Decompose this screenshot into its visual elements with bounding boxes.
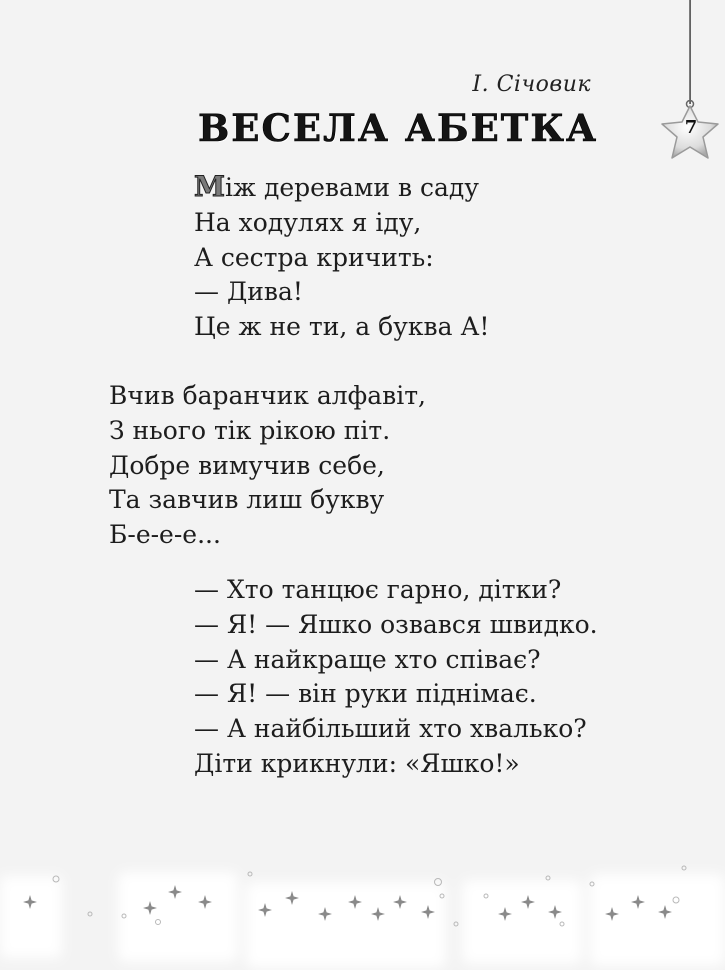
poem-line: На ходулях я іду,	[194, 207, 422, 237]
stanza-3	[194, 573, 598, 782]
poem-title: ВЕСЕЛА АБЕТКА	[198, 106, 599, 150]
poem-line: Б-е-е-е...	[109, 520, 221, 550]
poem-line-text: іж деревами в саду	[225, 173, 479, 202]
poem-line: Діти крикнули: «Яшко!»	[194, 748, 520, 778]
poem-author: І. Січовик	[472, 72, 591, 97]
poem-line: А сестра кричить:	[194, 242, 434, 272]
star-string	[689, 0, 691, 104]
poem-line	[194, 170, 489, 206]
poem-line: — Я! — Яшко озвався швидко.	[194, 609, 598, 639]
poem-line: З нього тік рікою піт.	[109, 415, 391, 445]
poem-line: Вчив баранчик алфавіт,	[109, 381, 426, 410]
drop-cap-initial: М	[194, 170, 225, 203]
poem-line: — Дива!	[194, 277, 303, 307]
poem-line: — Я! — він руки піднімає.	[194, 679, 537, 709]
poem-line: Це ж не ти, а буква А!	[194, 312, 490, 342]
poem-line: — А найкраще хто співає?	[194, 644, 541, 674]
poem-line: — А найбільший хто хвалько?	[194, 714, 587, 744]
snow-decoration	[0, 852, 725, 970]
poem-line: Добре вимучив себе,	[109, 450, 385, 480]
stanza-2	[109, 379, 426, 553]
poem-line: Та завчив лиш букву	[109, 485, 385, 515]
page-number: 7	[684, 117, 698, 138]
page-number-badge	[656, 100, 725, 164]
stanza-1	[194, 170, 489, 345]
poem-line: — Хто танцює гарно, дітки?	[194, 575, 562, 604]
